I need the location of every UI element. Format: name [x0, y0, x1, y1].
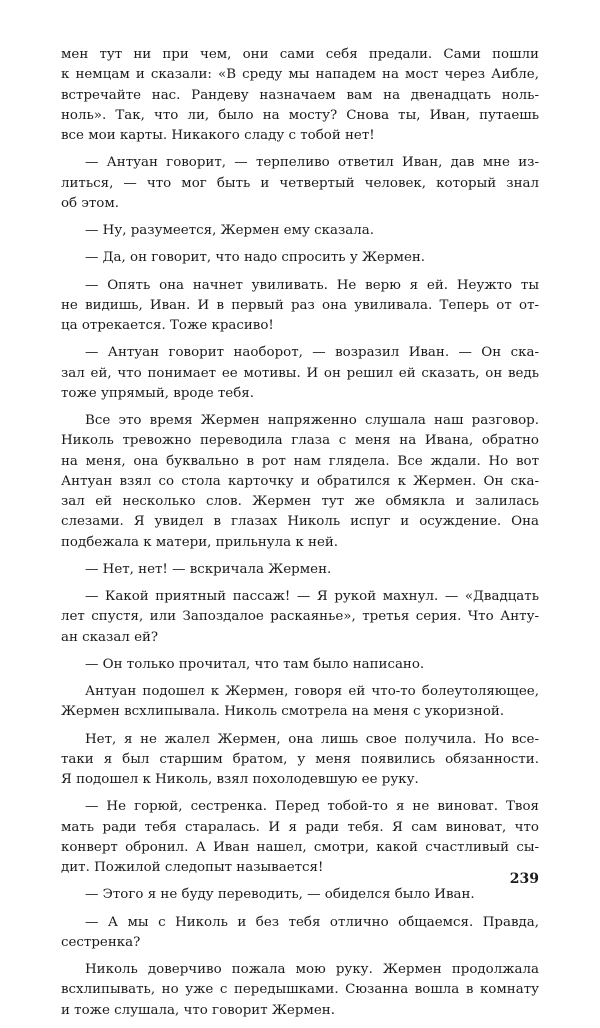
paragraph	[61, 153, 539, 214]
paragraph	[61, 885, 539, 905]
text-line: ца отрекается. Тоже красиво!	[61, 318, 274, 333]
text-line: лет спустя, или Запоздалое раскаянье», третья серия. Что Анту-	[61, 609, 539, 625]
text-line: Антуан подошел к Жермен, говоря ей что-то болеутоляющее,	[85, 684, 539, 699]
text-line: конверт обронил. А Иван нашел, смотри, какой счастливый сы-	[61, 839, 539, 855]
paragraph	[61, 411, 539, 553]
text-line: литься, — что мог быть и четвертый человек, который знал	[61, 175, 539, 191]
text-line: — Этого я не буду переводить, — обиделся было Иван.	[85, 887, 475, 903]
text-line: на меня, она буквально в рот нам глядела. Все ждали. Но вот	[61, 453, 539, 469]
paragraph	[61, 655, 539, 675]
text-line: дит. Пожилой следопыт называется!	[61, 860, 324, 875]
paragraph	[61, 248, 539, 268]
text-line: — Не горюй, сестренка. Перед тобой-то я не виноват. Твоя	[85, 799, 539, 815]
text-line: зал ей, что понимает ее мотивы. И он решил ей сказать, он ведь	[61, 365, 539, 381]
text-line: все мои карты. Никакого сладу с тобой нет!	[61, 128, 375, 143]
text-line: сестренка?	[61, 934, 141, 950]
text-line: и тоже слушала, что говорит Жермен.	[61, 1002, 335, 1018]
paragraph	[61, 913, 539, 954]
text-line: — Опять она начнет увиливать. Не верю я ей. Неужто ты	[85, 277, 539, 293]
page-body-text	[61, 45, 539, 1028]
text-line: — Какой приятный пассаж! — Я рукой махнул. — «Двадцать	[85, 589, 539, 604]
text-line: Николь доверчиво пожала мою руку. Жермен продолжала	[85, 962, 539, 977]
text-line: мен тут ни при чем, они сами себя предали. Сами пошли	[61, 47, 539, 62]
text-line: — А мы с Николь и без тебя отлично общаемся. Правда,	[85, 914, 539, 930]
text-line: тоже упрямый, вроде тебя.	[61, 385, 255, 401]
text-line: к немцам и сказали: «В среду мы нападем на мост через Аибле,	[61, 67, 539, 83]
text-line: Николь тревожно переводила глаза с меня на Ивана, обратно	[61, 433, 539, 449]
paragraph	[61, 45, 539, 146]
text-line: таки я был старшим братом, у меня появились обязанности.	[61, 751, 539, 767]
text-line: — Да, он говорит, что надо спросить у Жермен.	[85, 250, 426, 266]
text-line: Все это время Жермен напряженно слушала наш разговор.	[85, 413, 539, 428]
text-line: — Антуан говорит, — терпеливо ответил Иван, дав мне из-	[85, 155, 539, 171]
text-line: зал ей несколько слов. Жермен тут же обмякла и залилась	[61, 494, 539, 509]
text-line: встречайте нас. Рандеву назначаем вам на двенадцать ноль-	[61, 87, 539, 103]
text-line: Антуан взял со стола карточку и обратился к Жермен. Он ска-	[61, 473, 539, 489]
text-line: подбежала к матери, прильнула к ней.	[61, 534, 339, 550]
text-line: ан сказал ей?	[61, 629, 159, 645]
text-line: всхлипывать, но уже с передышками. Сюзанна вошла в комнату	[61, 982, 539, 998]
text-line: Я подошел к Николь, взял похолодевшую ее руку.	[61, 772, 419, 787]
paragraph	[61, 960, 539, 1021]
paragraph	[61, 730, 539, 791]
text-line: Жермен всхлипывала. Николь смотрела на меня с укоризной.	[61, 704, 505, 720]
text-line: ноль». Так, что ли, было на мосту? Снова ты, Иван, путаешь	[61, 107, 539, 123]
text-line: Нет, я не жалел Жермен, она лишь свое получила. Но все-	[85, 731, 539, 747]
text-line: об этом.	[61, 195, 120, 211]
paragraph	[61, 797, 539, 878]
paragraph	[61, 560, 539, 580]
text-line: слезами. Я увидел в глазах Николь испуг и осуждение. Она	[61, 514, 539, 530]
text-line: — Ну, разумеется, Жермен ему сказала.	[85, 223, 375, 238]
paragraph	[61, 343, 539, 404]
text-line: — Антуан говорит наоборот, — возразил Иван. — Он ска-	[85, 345, 539, 361]
text-line: — Он только прочитал, что там было написано.	[85, 656, 425, 672]
text-line: — Нет, нет! — вскричала Жермен.	[85, 561, 332, 577]
paragraph	[61, 221, 539, 241]
paragraph	[61, 276, 539, 337]
text-line: мать ради тебя старалась. И я ради тебя. Я сам виноват, что	[61, 819, 539, 835]
paragraph	[61, 587, 539, 648]
text-line: не видишь, Иван. И в первый раз она увиливала. Теперь от от-	[61, 297, 539, 313]
paragraph	[61, 682, 539, 723]
page-number: 239	[509, 871, 539, 887]
